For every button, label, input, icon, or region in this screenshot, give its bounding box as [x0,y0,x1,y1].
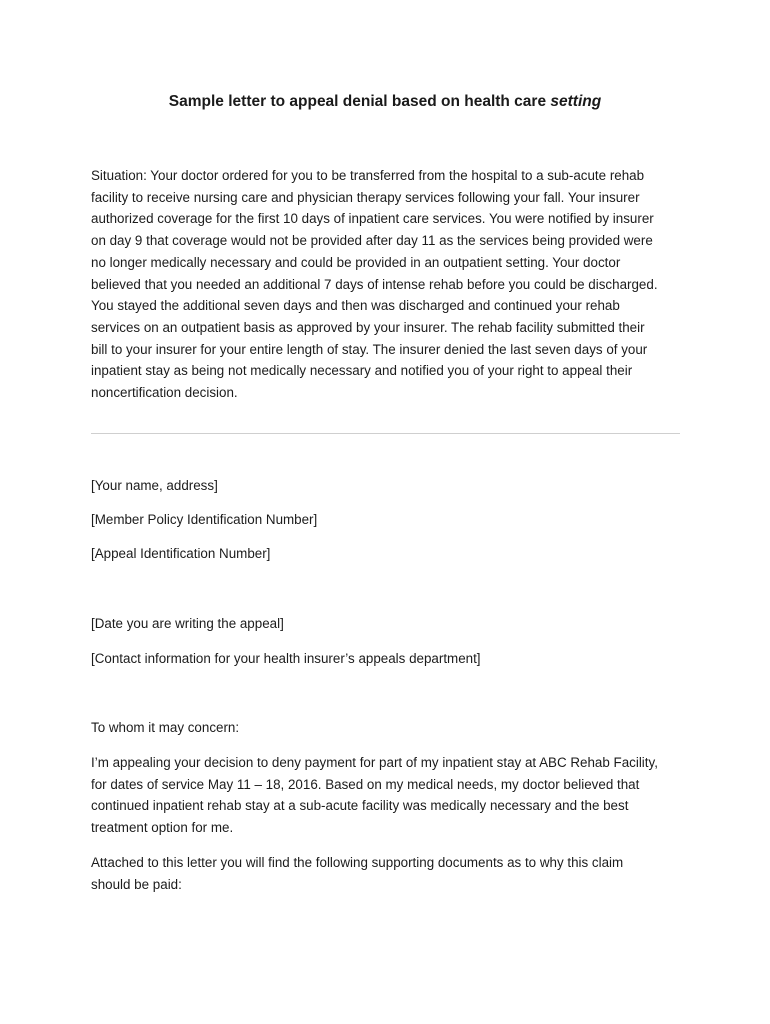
situation-line: facility to receive nursing care and physician therapy services following your fall. Your insurer [91,189,640,205]
situation-line: on day 9 that coverage would not be provided after day 11 as the services being provided were [91,233,653,249]
situation-line: believed that you needed an additional 7 days of intense rehab before you could be discharged. [91,276,658,292]
insurer-contact-placeholder: [Contact information for your health insurer’s appeals department] [91,651,481,666]
situation-line: services on an outpatient basis as approved by your insurer. The rehab facility submitted their [91,319,645,335]
situation-paragraph [91,165,691,404]
attachments-paragraph [91,852,691,895]
situation-line: inpatient stay as being not medically necessary and notified you of your right to appeal their [91,363,633,379]
member-policy-placeholder: [Member Policy Identification Number] [91,512,318,527]
salutation: To whom it may concern: [91,720,240,735]
situation-line: noncertification decision. [91,385,238,401]
situation-line: You stayed the additional seven days and then was discharged and continued your rehab [91,298,620,314]
appeal-paragraph-line: for dates of service May 11 – 18, 2016. Based on my medical needs, my doctor believed that [91,776,640,792]
document-title [0,93,770,111]
attachments-paragraph-line: should be paid: [91,876,182,892]
situation-line: authorized coverage for the first 10 days of inpatient care services. You were notified by insurer [91,211,654,227]
name-address-placeholder: [Your name, address] [91,478,218,493]
date-placeholder: [Date you are writing the appeal] [91,616,284,631]
title-main-text: Sample letter to appeal denial based on health care [168,93,551,110]
appeal-paragraph-line: treatment option for me. [91,820,234,836]
situation-line: bill to your insurer for your entire length of stay. The insurer denied the last seven days of your [91,341,648,357]
appeal-paragraph-line: I’m appealing your decision to deny payment for part of my inpatient stay at ABC Rehab Facility, [91,755,658,770]
situation-line: no longer medically necessary and could be provided in an outpatient setting. Your doctor [91,254,621,270]
situation-line: Situation: Your doctor ordered for you to be transferred from the hospital to a sub-acute rehab [91,168,645,183]
attachments-paragraph-line: Attached to this letter you will find the following supporting documents as to why this claim [91,855,624,870]
section-divider [91,433,680,434]
appeal-id-placeholder: [Appeal Identification Number] [91,546,271,561]
title-italic-text: setting [550,93,602,110]
appeal-paragraph-line: continued inpatient rehab stay at a sub-acute facility was medically necessary and the best [91,798,629,814]
appeal-paragraph [91,752,691,839]
